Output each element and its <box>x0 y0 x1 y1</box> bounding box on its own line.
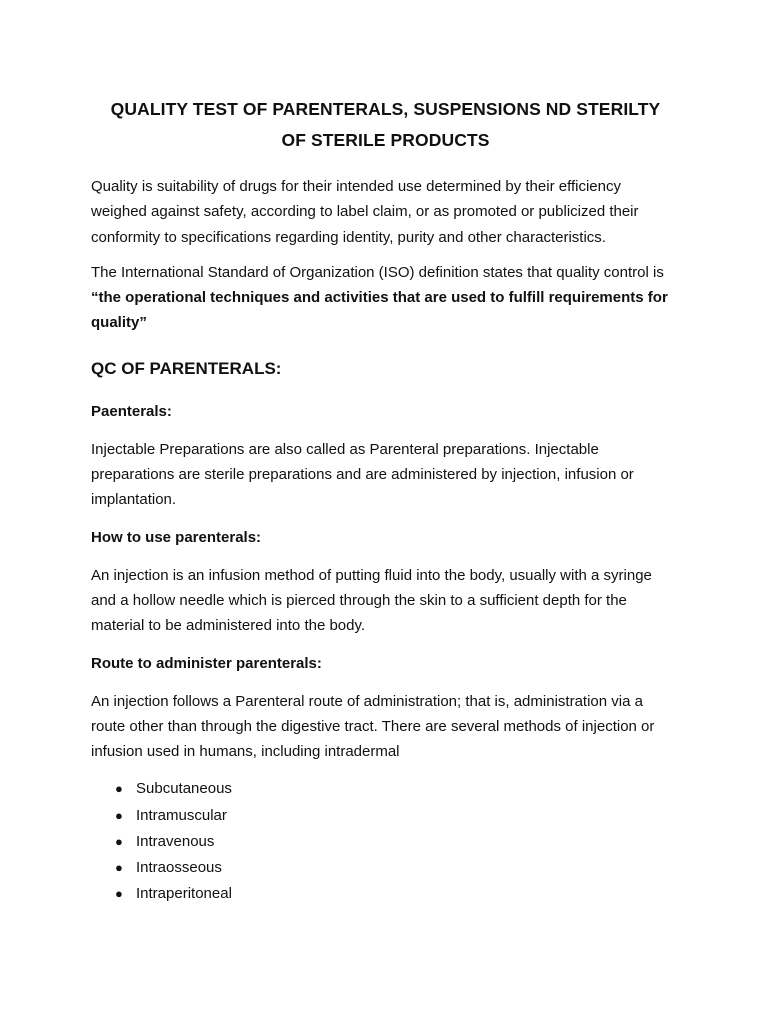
document-title <box>91 94 680 156</box>
paragraph-route: An injection follows a Parenteral route of administration; that is, administration via a route other than through the digestive tract. There are several methods of injection or infusion used in humans, including intradermal <box>91 692 655 761</box>
list-item <box>115 803 680 829</box>
bullet-icon: ● <box>115 833 123 849</box>
iso-quote: “the operational techniques and activities that are used to fulfill requirements for quality” <box>91 289 668 332</box>
subheading-how-to-use: How to use parenterals: <box>91 528 262 546</box>
list-item-label: Subcutaneous <box>136 780 232 798</box>
bullet-icon: ● <box>115 860 123 876</box>
document-title-line-2: OF STERILE PRODUCTS <box>281 130 490 150</box>
injection-methods-list <box>91 776 680 907</box>
list-item-label: Intravenous <box>136 832 215 850</box>
list-item-label: Intraosseous <box>136 859 222 877</box>
subheading-parenterals: Paenterals: <box>91 402 172 420</box>
section-heading-qc-of-parenterals: QC OF PARENTERALS: <box>91 358 282 378</box>
paragraph-how-to-use: An injection is an infusion method of putting fluid into the body, usually with a syringe and a hollow needle which is pierced through the skin to a sufficient depth for the material to be administered into the body. <box>91 566 652 635</box>
paragraph-parenterals: Injectable Preparations are also called as Parenteral preparations. Injectable preparations are sterile preparations and are administered by injection, infusion or implantation. <box>91 440 634 509</box>
list-item <box>115 881 680 907</box>
list-item <box>115 855 680 881</box>
bullet-icon: ● <box>115 807 123 823</box>
list-item <box>115 776 680 802</box>
subheading-route: Route to administer parenterals: <box>91 654 322 672</box>
iso-paragraph <box>91 260 680 336</box>
document-title-line-1: QUALITY TEST OF PARENTERALS, SUSPENSIONS ND STERILTY <box>110 99 661 119</box>
bullet-icon: ● <box>115 781 123 797</box>
bullet-icon: ● <box>115 886 123 902</box>
list-item-label: Intramuscular <box>136 806 227 824</box>
iso-paragraph-text: The International Standard of Organization (ISO) definition states that quality control is <box>91 263 664 281</box>
list-item-label: Intraperitoneal <box>136 885 232 903</box>
intro-paragraph: Quality is suitability of drugs for their intended use determined by their efficiency weighed against safety, according to label claim, or as promoted or publicized their conformity to specifications regarding identity, purity and other characteristics. <box>91 178 639 246</box>
list-item <box>115 829 680 855</box>
